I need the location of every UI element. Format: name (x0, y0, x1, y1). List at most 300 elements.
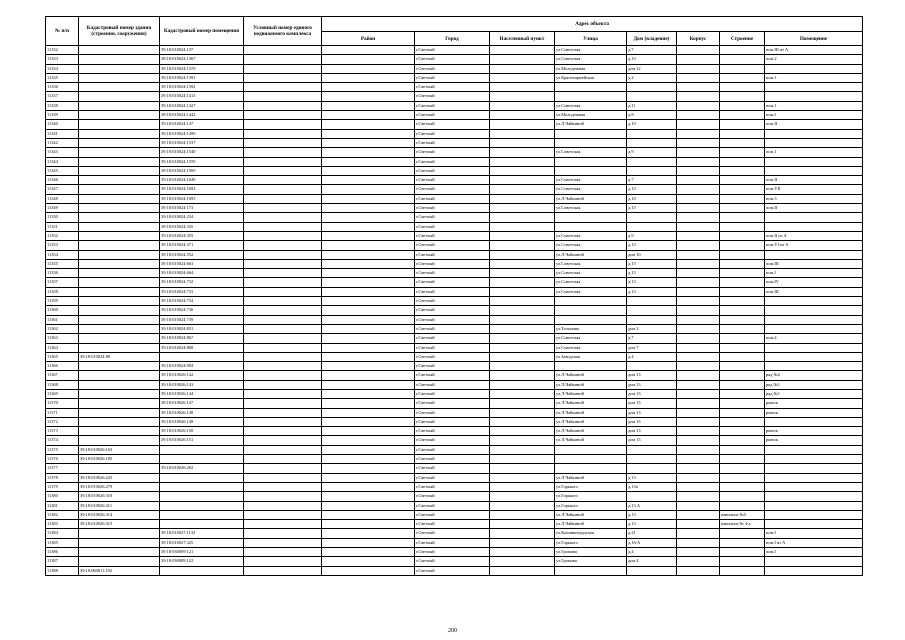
cell-stroenie (720, 408, 765, 417)
table-row (46, 166, 863, 175)
cell-korpus (677, 436, 720, 445)
header-building-cad: Кадастровый номер здания (строения, сооружения) (79, 17, 160, 46)
cell-building-cad: 39:18:010026:310 (79, 492, 160, 501)
cell-street: ул.Советская (555, 287, 627, 296)
cell-street: ул.Советская (555, 278, 627, 287)
cell-pomeschenie (765, 297, 863, 306)
cell-korpus (677, 529, 720, 538)
cell-num: 11338 (46, 101, 79, 110)
cell-stroenie (720, 213, 765, 222)
cell-conditional (244, 73, 322, 82)
cell-korpus (677, 138, 720, 147)
cell-house: д.10 (627, 120, 677, 129)
cell-city: г.Светлый (415, 83, 490, 92)
cell-conditional (244, 166, 322, 175)
cell-city: г.Светлый (415, 129, 490, 138)
cell-settlement (490, 120, 555, 129)
cell-settlement (490, 306, 555, 315)
cell-num: 11388 (46, 566, 79, 575)
cell-district (322, 194, 415, 203)
cell-pomeschenie (765, 464, 863, 473)
cell-conditional (244, 213, 322, 222)
cell-district (322, 138, 415, 147)
cell-settlement (490, 129, 555, 138)
cell-num: 11368 (46, 380, 79, 389)
cell-city: г.Светлый (415, 334, 490, 343)
cell-building-cad (79, 55, 160, 64)
cell-district (322, 380, 415, 389)
cell-stroenie (720, 83, 765, 92)
cell-city: г.Светлый (415, 250, 490, 259)
table-row (46, 83, 863, 92)
cell-korpus (677, 566, 720, 575)
cell-settlement (490, 520, 555, 529)
cell-pomeschenie: ряд №1 (765, 389, 863, 398)
cell-city: г.Светлый (415, 176, 490, 185)
table-row (46, 389, 863, 398)
cell-settlement (490, 510, 555, 519)
cell-city: г.Светлый (415, 473, 490, 482)
cell-district (322, 408, 415, 417)
cell-room-cad: 39:18:010024:1391 (160, 73, 244, 82)
cell-house: дом 13 (627, 389, 677, 398)
cell-pomeschenie: ряд №1 (765, 380, 863, 389)
cell-building-cad (79, 417, 160, 426)
cell-korpus (677, 501, 720, 510)
cell-conditional (244, 520, 322, 529)
cell-num: 11381 (46, 501, 79, 510)
cell-house: д.2 (627, 73, 677, 82)
cell-city: г.Светлый (415, 204, 490, 213)
cell-stroenie (720, 399, 765, 408)
cell-city: г.Светлый (415, 46, 490, 55)
cell-street (555, 315, 627, 324)
cell-building-cad (79, 306, 160, 315)
cell-street (555, 92, 627, 101)
cell-street: ул.Л.Чайкиной (555, 399, 627, 408)
cell-stroenie (720, 55, 765, 64)
cell-settlement (490, 464, 555, 473)
cell-stroenie (720, 417, 765, 426)
header-pomeschenie: Помещение (765, 32, 863, 46)
cell-stroenie (720, 194, 765, 203)
header-house: Дом (владение) (627, 32, 677, 46)
cell-house (627, 129, 677, 138)
cell-street: ул.Советская (555, 231, 627, 240)
table-row (46, 157, 863, 166)
cell-settlement (490, 473, 555, 482)
cell-city: г.Светлый (415, 436, 490, 445)
table-row (46, 455, 863, 464)
cell-conditional (244, 241, 322, 250)
table-row (46, 204, 863, 213)
cell-house (627, 455, 677, 464)
table-row (46, 194, 863, 203)
cell-city: г.Светлый (415, 529, 490, 538)
cell-num: 11333 (46, 55, 79, 64)
cell-conditional (244, 231, 322, 240)
cell-num: 11342 (46, 138, 79, 147)
cell-settlement (490, 548, 555, 557)
cell-stroenie (720, 138, 765, 147)
cell-room-cad: 39:18:010024:1367 (160, 55, 244, 64)
cell-korpus (677, 101, 720, 110)
cell-city: г.Светлый (415, 259, 490, 268)
cell-house: д.13 (627, 287, 677, 296)
cell-district (322, 445, 415, 454)
cell-conditional (244, 185, 322, 194)
table-row (46, 73, 863, 82)
cell-street: ул.Л.Чайкиной (555, 520, 627, 529)
cell-settlement (490, 334, 555, 343)
header-district: Район (322, 32, 415, 46)
cell-district (322, 334, 415, 343)
cell-district (322, 306, 415, 315)
cell-street: ул.Горького (555, 492, 627, 501)
cell-pomeschenie (765, 222, 863, 231)
header-city: Город (415, 32, 490, 46)
cell-building-cad (79, 120, 160, 129)
cell-conditional (244, 389, 322, 398)
cell-korpus (677, 92, 720, 101)
cell-settlement (490, 399, 555, 408)
table-row (46, 213, 863, 222)
cell-building-cad (79, 148, 160, 157)
cell-district (322, 455, 415, 464)
cell-building-cad (79, 343, 160, 352)
table-row (46, 278, 863, 287)
cell-conditional (244, 287, 322, 296)
cell-pomeschenie: пом.1 (765, 148, 863, 157)
cell-house: д.13 (627, 520, 677, 529)
cell-settlement (490, 371, 555, 380)
cell-settlement (490, 148, 555, 157)
cell-district (322, 417, 415, 426)
cell-pomeschenie (765, 166, 863, 175)
cell-room-cad: 39:18:010026:151 (160, 436, 244, 445)
cell-num: 11384 (46, 529, 79, 538)
cell-num: 11372 (46, 417, 79, 426)
cell-building-cad: 39:18:010026:315 (79, 520, 160, 529)
cell-num: 11369 (46, 389, 79, 398)
cell-building-cad (79, 64, 160, 73)
table-row (46, 222, 863, 231)
cell-pomeschenie: пом.IV (765, 278, 863, 287)
cell-korpus (677, 46, 720, 55)
cell-stroenie (720, 259, 765, 268)
cell-city: г.Светлый (415, 297, 490, 306)
cell-num: 11362 (46, 324, 79, 333)
cell-district (322, 324, 415, 333)
cell-city: г.Светлый (415, 148, 490, 157)
cell-street: ул.Советская (555, 101, 627, 110)
cell-num: 11339 (46, 111, 79, 120)
cell-street (555, 138, 627, 147)
cell-street: ул.Молодежная (555, 64, 627, 73)
cell-room-cad: 39:18:030009:122 (160, 557, 244, 566)
cell-pomeschenie (765, 455, 863, 464)
cell-stroenie (720, 222, 765, 231)
cell-district (322, 297, 415, 306)
header-korpus: Корпус (677, 32, 720, 46)
cell-building-cad (79, 259, 160, 268)
cell-pomeschenie: рынок (765, 399, 863, 408)
cell-stroenie (720, 278, 765, 287)
table-row (46, 371, 863, 380)
cell-city: г.Светлый (415, 287, 490, 296)
page-number: 200 (448, 628, 457, 634)
table-row (46, 231, 863, 240)
header-settlement: Населенный пункт (490, 32, 555, 46)
cell-building-cad (79, 250, 160, 259)
cell-conditional (244, 482, 322, 491)
cell-stroenie (720, 427, 765, 436)
cell-pomeschenie (765, 510, 863, 519)
cell-street (555, 157, 627, 166)
cell-house: д.13 (627, 278, 677, 287)
cell-conditional (244, 111, 322, 120)
cell-korpus (677, 64, 720, 73)
cell-street: ул.Советская (555, 269, 627, 278)
cell-stroenie (720, 111, 765, 120)
cell-district (322, 46, 415, 55)
cell-district (322, 436, 415, 445)
cell-pomeschenie (765, 566, 863, 575)
cell-street: ул.Л.Чайкиной (555, 380, 627, 389)
cell-korpus (677, 445, 720, 454)
cell-conditional (244, 408, 322, 417)
cell-korpus (677, 148, 720, 157)
cell-room-cad: 39:18:010024:552 (160, 250, 244, 259)
cell-building-cad (79, 389, 160, 398)
cell-num: 11366 (46, 362, 79, 371)
cell-house: д.7 (627, 334, 677, 343)
cell-conditional (244, 343, 322, 352)
cell-building-cad (79, 371, 160, 380)
cell-house: д.13 (627, 510, 677, 519)
cell-room-cad: 39:18:010024:147 (160, 120, 244, 129)
table-row (46, 148, 863, 157)
cell-korpus (677, 111, 720, 120)
cell-street (555, 566, 627, 575)
cell-district (322, 464, 415, 473)
cell-building-cad (79, 222, 160, 231)
cell-settlement (490, 417, 555, 426)
cell-house (627, 464, 677, 473)
cell-district (322, 120, 415, 129)
table-row (46, 64, 863, 73)
table-row (46, 362, 863, 371)
cell-num: 11367 (46, 371, 79, 380)
cell-room-cad: 39:18:010026:147 (160, 399, 244, 408)
cell-building-cad (79, 73, 160, 82)
cell-building-cad: 39:18:010024:88 (79, 352, 160, 361)
cell-house: д.9 (627, 148, 677, 157)
cell-building-cad (79, 287, 160, 296)
table-row (46, 473, 863, 482)
cell-korpus (677, 371, 720, 380)
cell-conditional (244, 464, 322, 473)
cell-city: г.Светлый (415, 64, 490, 73)
cell-city: г.Светлый (415, 352, 490, 361)
cell-stroenie (720, 557, 765, 566)
cell-stroenie (720, 529, 765, 538)
cell-stroenie (720, 455, 765, 464)
cell-conditional (244, 557, 322, 566)
cell-house: д.13 А (627, 501, 677, 510)
cell-city: г.Светлый (415, 482, 490, 491)
cell-num: 11364 (46, 343, 79, 352)
cell-stroenie (720, 129, 765, 138)
cell-num: 11347 (46, 185, 79, 194)
cell-house: дом 2 (627, 324, 677, 333)
cell-korpus (677, 380, 720, 389)
cell-pomeschenie: рынок (765, 427, 863, 436)
cell-conditional (244, 120, 322, 129)
cell-korpus (677, 343, 720, 352)
cell-street: ул.Л.Чайкиной (555, 473, 627, 482)
cell-room-cad: 39:18:010024:1559 (160, 157, 244, 166)
cell-settlement (490, 194, 555, 203)
header-conditional: Условный номер единого недвижимого комплекса (244, 17, 322, 46)
cell-korpus (677, 194, 720, 203)
cell-room-cad: 39:18:010024:1649 (160, 176, 244, 185)
cell-city: г.Светлый (415, 157, 490, 166)
cell-korpus (677, 510, 720, 519)
cell-district (322, 278, 415, 287)
cell-num: 11360 (46, 306, 79, 315)
cell-room-cad (160, 445, 244, 454)
cell-house (627, 315, 677, 324)
cell-korpus (677, 278, 720, 287)
cell-stroenie (720, 64, 765, 73)
cell-room-cad (160, 455, 244, 464)
cell-conditional (244, 46, 322, 55)
cell-pomeschenie (765, 482, 863, 491)
cell-room-cad: 39:18:010024:831 (160, 324, 244, 333)
cell-num: 11346 (46, 176, 79, 185)
cell-street (555, 166, 627, 175)
cell-pomeschenie: пом.1 (765, 73, 863, 82)
table-row (46, 408, 863, 417)
cell-korpus (677, 259, 720, 268)
cell-settlement (490, 557, 555, 566)
cell-num: 11383 (46, 520, 79, 529)
cell-city: г.Светлый (415, 389, 490, 398)
cell-room-cad: 39:18:010026:150 (160, 427, 244, 436)
cell-room-cad: 39:18:030009:121 (160, 548, 244, 557)
cell-num: 11341 (46, 129, 79, 138)
cell-building-cad (79, 380, 160, 389)
cell-room-cad: 39:18:010024:355 (160, 231, 244, 240)
cell-korpus (677, 166, 720, 175)
cell-street (555, 83, 627, 92)
cell-pomeschenie: пом.VI из А (765, 241, 863, 250)
cell-korpus (677, 73, 720, 82)
cell-house (627, 157, 677, 166)
cell-stroenie (720, 120, 765, 129)
cell-stroenie (720, 204, 765, 213)
cell-street: ул.Красноармейская (555, 73, 627, 82)
cell-conditional (244, 157, 322, 166)
cell-house: дом 13 (627, 436, 677, 445)
cell-district (322, 55, 415, 64)
table-row (46, 352, 863, 361)
cell-stroenie (720, 482, 765, 491)
cell-city: г.Светлый (415, 510, 490, 519)
cell-building-cad (79, 111, 160, 120)
table-row (46, 315, 863, 324)
cell-num: 11361 (46, 315, 79, 324)
table-header (46, 17, 863, 46)
table-row (46, 269, 863, 278)
table-row (46, 306, 863, 315)
cell-pomeschenie (765, 83, 863, 92)
cell-conditional (244, 222, 322, 231)
cell-building-cad (79, 194, 160, 203)
cell-korpus (677, 548, 720, 557)
cell-pomeschenie: пом.I (765, 548, 863, 557)
cell-house: дом 13 (627, 399, 677, 408)
cell-street: ул.Горького (555, 538, 627, 547)
cell-pomeschenie (765, 157, 863, 166)
cell-room-cad: 39:18:010024:234 (160, 213, 244, 222)
cell-num: 11337 (46, 92, 79, 101)
cell-building-cad (79, 408, 160, 417)
cell-settlement (490, 455, 555, 464)
table-row (46, 241, 863, 250)
cell-room-cad (160, 566, 244, 575)
cell-settlement (490, 157, 555, 166)
cell-city: г.Светлый (415, 557, 490, 566)
table-row (46, 101, 863, 110)
cell-building-cad (79, 83, 160, 92)
header-num: № п/п (46, 17, 79, 46)
cell-stroenie (720, 231, 765, 240)
cell-house: д.15 (627, 204, 677, 213)
cell-city: г.Светлый (415, 213, 490, 222)
cell-city: г.Светлый (415, 269, 490, 278)
cell-pomeschenie: пом.2 (765, 55, 863, 64)
cell-city: г.Светлый (415, 362, 490, 371)
cell-street: ул.Л.Чайкиной (555, 408, 627, 417)
cell-pomeschenie (765, 492, 863, 501)
cell-conditional (244, 269, 322, 278)
cell-district (322, 148, 415, 157)
cell-building-cad (79, 315, 160, 324)
cell-city: г.Светлый (415, 278, 490, 287)
cell-korpus (677, 129, 720, 138)
cell-street (555, 306, 627, 315)
cell-pomeschenie (765, 343, 863, 352)
cell-building-cad (79, 436, 160, 445)
cell-conditional (244, 92, 322, 101)
cell-house (627, 445, 677, 454)
cell-street: ул.Л.Чайкиной (555, 389, 627, 398)
cell-num: 11358 (46, 287, 79, 296)
cell-num: 11375 (46, 445, 79, 454)
cell-stroenie (720, 343, 765, 352)
cell-settlement (490, 315, 555, 324)
cell-pomeschenie (765, 213, 863, 222)
cell-conditional (244, 417, 322, 426)
cell-settlement (490, 55, 555, 64)
cell-stroenie (720, 287, 765, 296)
cell-num: 11351 (46, 222, 79, 231)
cell-num: 11350 (46, 213, 79, 222)
cell-house: дом 4 (627, 557, 677, 566)
cell-num: 11356 (46, 269, 79, 278)
